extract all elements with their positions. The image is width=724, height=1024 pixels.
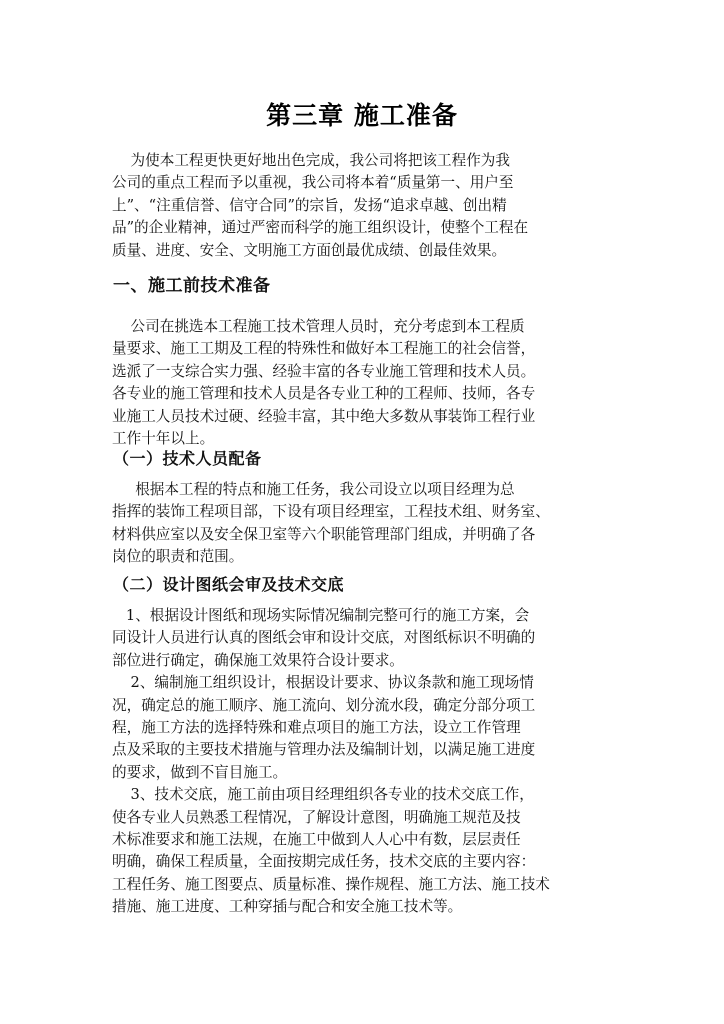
subsection-heading-1: （一）技术人员配备 bbox=[113, 449, 262, 468]
intro-paragraph bbox=[112, 150, 640, 262]
chapter-title: 第三章 施工准备 bbox=[266, 101, 458, 130]
subsection-heading-2: （二）设计图纸会审及技术交底 bbox=[113, 575, 345, 594]
text-line: 3、技术交底，施工前由项目经理组织各专业的技术交底工作， bbox=[112, 786, 534, 804]
text-line: 使各专业人员熟悉工程情况，了解设计意图，明确施工规范及技 bbox=[112, 808, 521, 826]
text-line: 指挥的装饰工程项目部，下设有项目经理室，工程技术组、财务室、 bbox=[112, 503, 550, 521]
text-line: 业施工人员技术过硬、经验丰富，其中绝大多数从事装饰工程行业 bbox=[112, 407, 536, 425]
text-line: 选派了一支综合实力强、经验丰富的各专业施工管理和技术人员。 bbox=[112, 362, 536, 380]
text-line: 根据本工程的特点和施工任务，我公司设立以项目经理为总 bbox=[112, 481, 515, 498]
subsection1-paragraph bbox=[112, 479, 640, 569]
text-line: 品”的企业精神，通过严密而科学的施工组织设计，使整个工程在 bbox=[112, 219, 529, 237]
text-line: 况，确定总的施工顺序、施工流向、划分流水段，确定分部分项工 bbox=[112, 696, 536, 714]
text-line: 上”、“注重信誉、信守合同”的宗旨，发扬“追求卓越、创出精 bbox=[112, 196, 507, 214]
text-line: 程，施工方法的选择特殊和难点项目的施工方法，设立工作管理 bbox=[112, 719, 521, 737]
section1-paragraph bbox=[112, 316, 640, 450]
text-line: 的要求，做到不盲目施工。 bbox=[112, 763, 288, 781]
subsection2-paragraph bbox=[112, 605, 640, 919]
text-line: 材料供应室以及安全保卫室等六个职能管理部门组成，并明确了各 bbox=[112, 525, 536, 543]
text-line: 工作十年以上。 bbox=[112, 430, 215, 448]
text-line: 为使本工程更快更好地出色完成，我公司将把该工程作为我 bbox=[112, 152, 510, 169]
text-line: 量要求、施工工期及工程的特殊性和做好本工程施工的社会信誉， bbox=[112, 340, 536, 358]
text-line: 部位进行确定，确保施工效果符合设计要求。 bbox=[112, 651, 404, 669]
text-line: 措施、施工进度、工种穿插与配合和安全施工技术等。 bbox=[112, 898, 463, 916]
text-line: 同设计人员进行认真的图纸会审和设计交底，对图纸标识不明确的 bbox=[112, 629, 536, 647]
text-line: 工程任务、施工图要点、质量标准、操作规程、施工方法、施工技术 bbox=[112, 875, 550, 893]
text-line: 术标准要求和施工法规，在施工中做到人人心中有数，层层责任 bbox=[112, 831, 521, 849]
text-line: 明确，确保工程质量，全面按期完成任务，技术交底的主要内容： bbox=[112, 853, 536, 871]
text-line: 1、根据设计图纸和现场实际情况编制完整可行的施工方案，会 bbox=[112, 607, 530, 624]
text-line: 质量、进度、安全、文明施工方面创最优成绩、创最佳效果。 bbox=[112, 241, 507, 259]
text-line: 各专业的施工管理和技术人员是各专业工种的工程师、技师，各专 bbox=[112, 385, 536, 403]
text-line: 2、编制施工组织设计，根据设计要求、协议条款和施工现场情 bbox=[112, 674, 534, 692]
section-heading-1: 一、施工前技术准备 bbox=[113, 276, 271, 296]
text-line: 公司的重点工程而予以重视，我公司将本着“质量第一、用户至 bbox=[112, 174, 514, 192]
text-line: 点及采取的主要技术措施与管理办法及编制计划，以满足施工进度 bbox=[112, 741, 536, 759]
text-line: 公司在挑选本工程施工技术管理人员时，充分考虑到本工程质 bbox=[112, 318, 525, 335]
text-line: 岗位的职责和范围。 bbox=[112, 548, 244, 566]
